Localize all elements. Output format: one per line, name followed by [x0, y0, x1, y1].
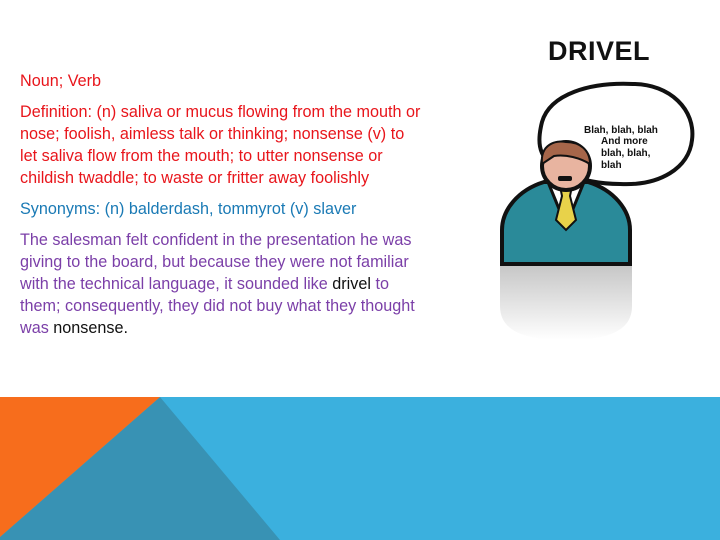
bubble-line-2: And more	[601, 136, 648, 147]
example-highlight-nonsense: nonsense.	[53, 319, 128, 337]
decorative-bottom-band	[0, 397, 720, 540]
part-of-speech: Noun; Verb	[20, 72, 101, 90]
slide-title: DRIVEL	[548, 36, 651, 66]
content-block	[20, 70, 425, 348]
example-sentence	[20, 229, 425, 339]
definition: Definition: (n) saliva or mucus flowing from the mouth or nose; foolish, aimless talk or thinking; nonsense (v) to let saliva flow from the mouth; to utter nonsense or childish twaddle; to waste or fritter away foolishly	[20, 103, 421, 187]
example-part-2: to them; consequently, they did not buy what they thought was	[20, 275, 415, 337]
example-highlight-drivel: drivel	[332, 275, 371, 293]
example-part-1: The salesman felt confident in the presentation he was giving to the board, but because they were not familiar with the technical language, it sounded like	[20, 231, 412, 293]
bubble-line-3: blah, blah,	[601, 148, 651, 159]
synonyms: Synonyms: (n) balderdash, tommyrot (v) slaver	[20, 200, 357, 218]
speaking-man-illustration	[470, 80, 710, 410]
bubble-line-1: Blah, blah, blah	[584, 125, 658, 136]
bubble-line-4: blah	[601, 160, 622, 171]
